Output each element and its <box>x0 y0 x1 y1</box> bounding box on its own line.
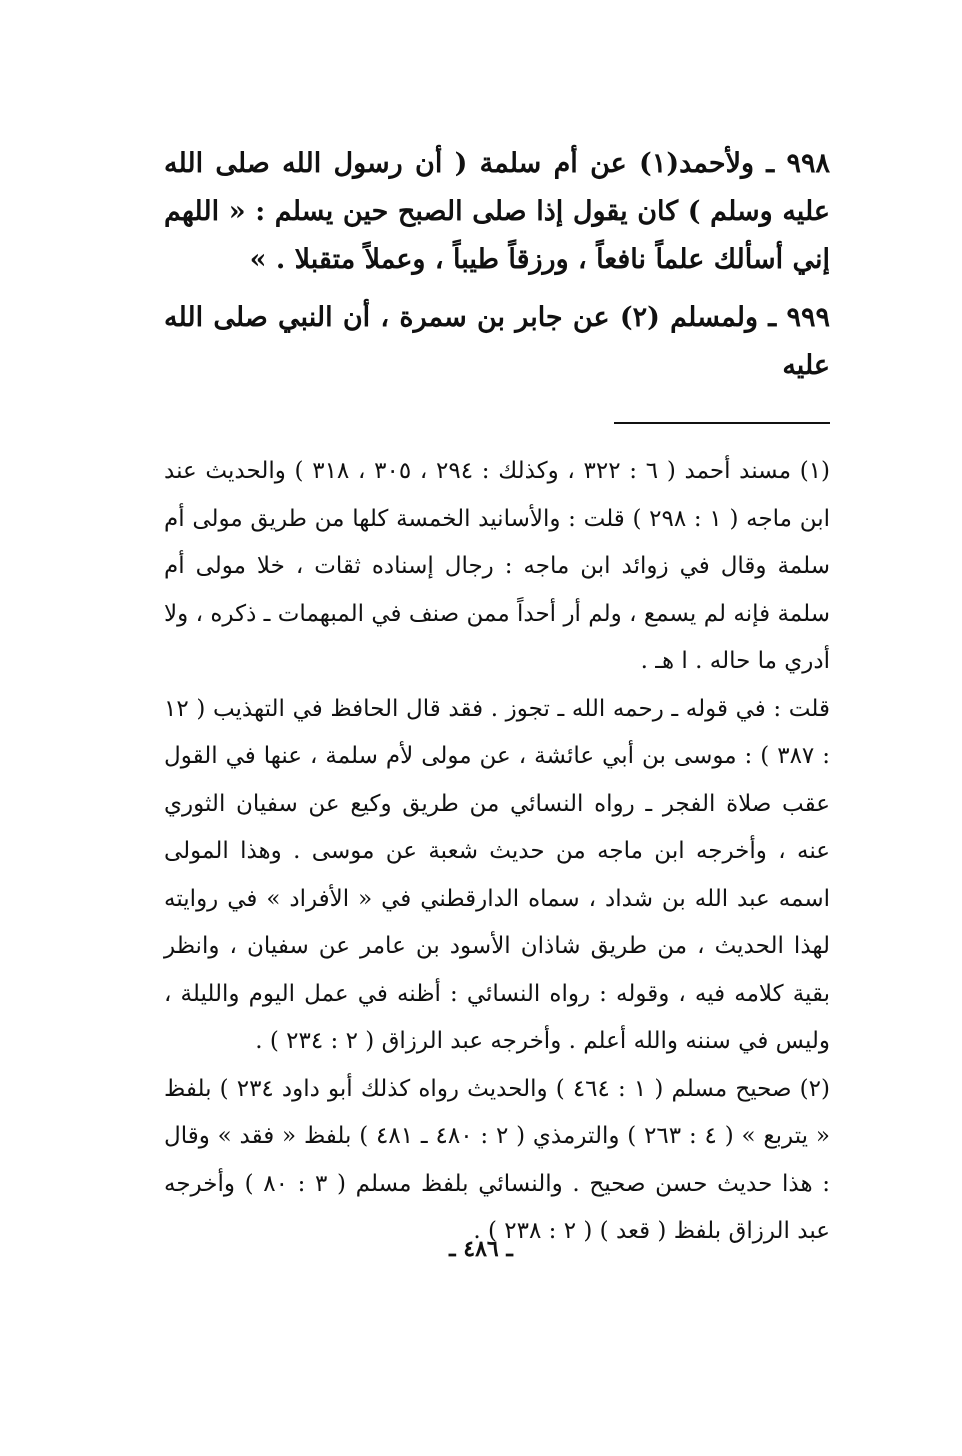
footnote-1-comment: قلت : في قوله ـ رحمه الله ـ تجوز . فقد قال الحافظ في التهذيب ( ١٢ : ٣٨٧ ) : موسى بن أبي عائشة ، عن مولى لأم سلمة ، عنها في القول عقب صلاة الفجر ـ رواه النسائي من طريق وكيع عن سفيان الثوري عنه ، وأخرجه ابن ماجه من حديث شعبة عن موسى . وهذا المولى اسمه عبد الله بن شداد ، سماه الدارقطني في « الأفراد » في روايته لهذا الحديث ، من طريق شاذان الأسود بن عامر عن سفيان ، وانظر بقية كلامه فيه ، وقوله : رواه النسائي : أظنه في عمل اليوم والليلة ، وليس في سننه والله أعلم . وأخرجه عبد الرزاق ( ٢ : ٢٣٤ ) . <box>164 695 831 1054</box>
footnote-divider-wrap <box>164 400 830 448</box>
footnote-divider <box>614 422 830 424</box>
footnote-1: (١) مسند أحمد ( ٦ : ٣٢٢ ، وكذلك : ٢٩٤ ، ٣٠٥ ، ٣١٨ ) والحديث عند ابن ماجه ( ١ : ٢٩٨ ) قلت : والأسانيد الخمسة كلها من طريق مولى أم سلمة وقال في زوائد ابن ماجه : رجال إسناده ثقات ، خلا مولى أم سلمة فإنه لم يسمع ، ولم أر أحداً ممن صنف في المبهمات ـ ذكره ، ولا أدري ما حاله . ا هـ . <box>164 458 831 674</box>
footnote-2: (٢) صحيح مسلم ( ١ : ٤٦٤ ) والحديث رواه كذلك أبو داود ٢٣٤ ) بلفظ « يتربع » ( ٤ : ٢٦٣ ) والترمذي ( ٢ : ٤٨٠ ـ ٤٨١ ) بلفظ « فقد » وقال : هذا حديث حسن صحيح . والنسائي بلفظ مسلم ( ٣ : ٨٠ ) وأخرجه عبد الرزاق بلفظ ( قعد ) ( ٢ : ٢٣٨ ) . <box>164 1075 830 1244</box>
page-number: ـ ٤٨٦ ـ <box>449 1236 513 1262</box>
hadith-999: ٩٩٩ ـ ولمسلم (٢) عن جابر بن سمرة ، أن النبي صلى الله عليه <box>164 302 830 381</box>
main-text <box>164 140 830 390</box>
page-content <box>164 140 830 1256</box>
footnotes <box>164 448 830 1256</box>
hadith-998: ٩٩٨ ـ ولأحمد(١) عن أم سلمة ( أن رسول الله صلى الله عليه وسلم ) كان يقول إذا صلى الصبح حين يسلم : « اللهم إني أسألك علماً نافعاً ، ورزقاً طيباً ، وعملاً متقبلا . » <box>164 148 830 275</box>
